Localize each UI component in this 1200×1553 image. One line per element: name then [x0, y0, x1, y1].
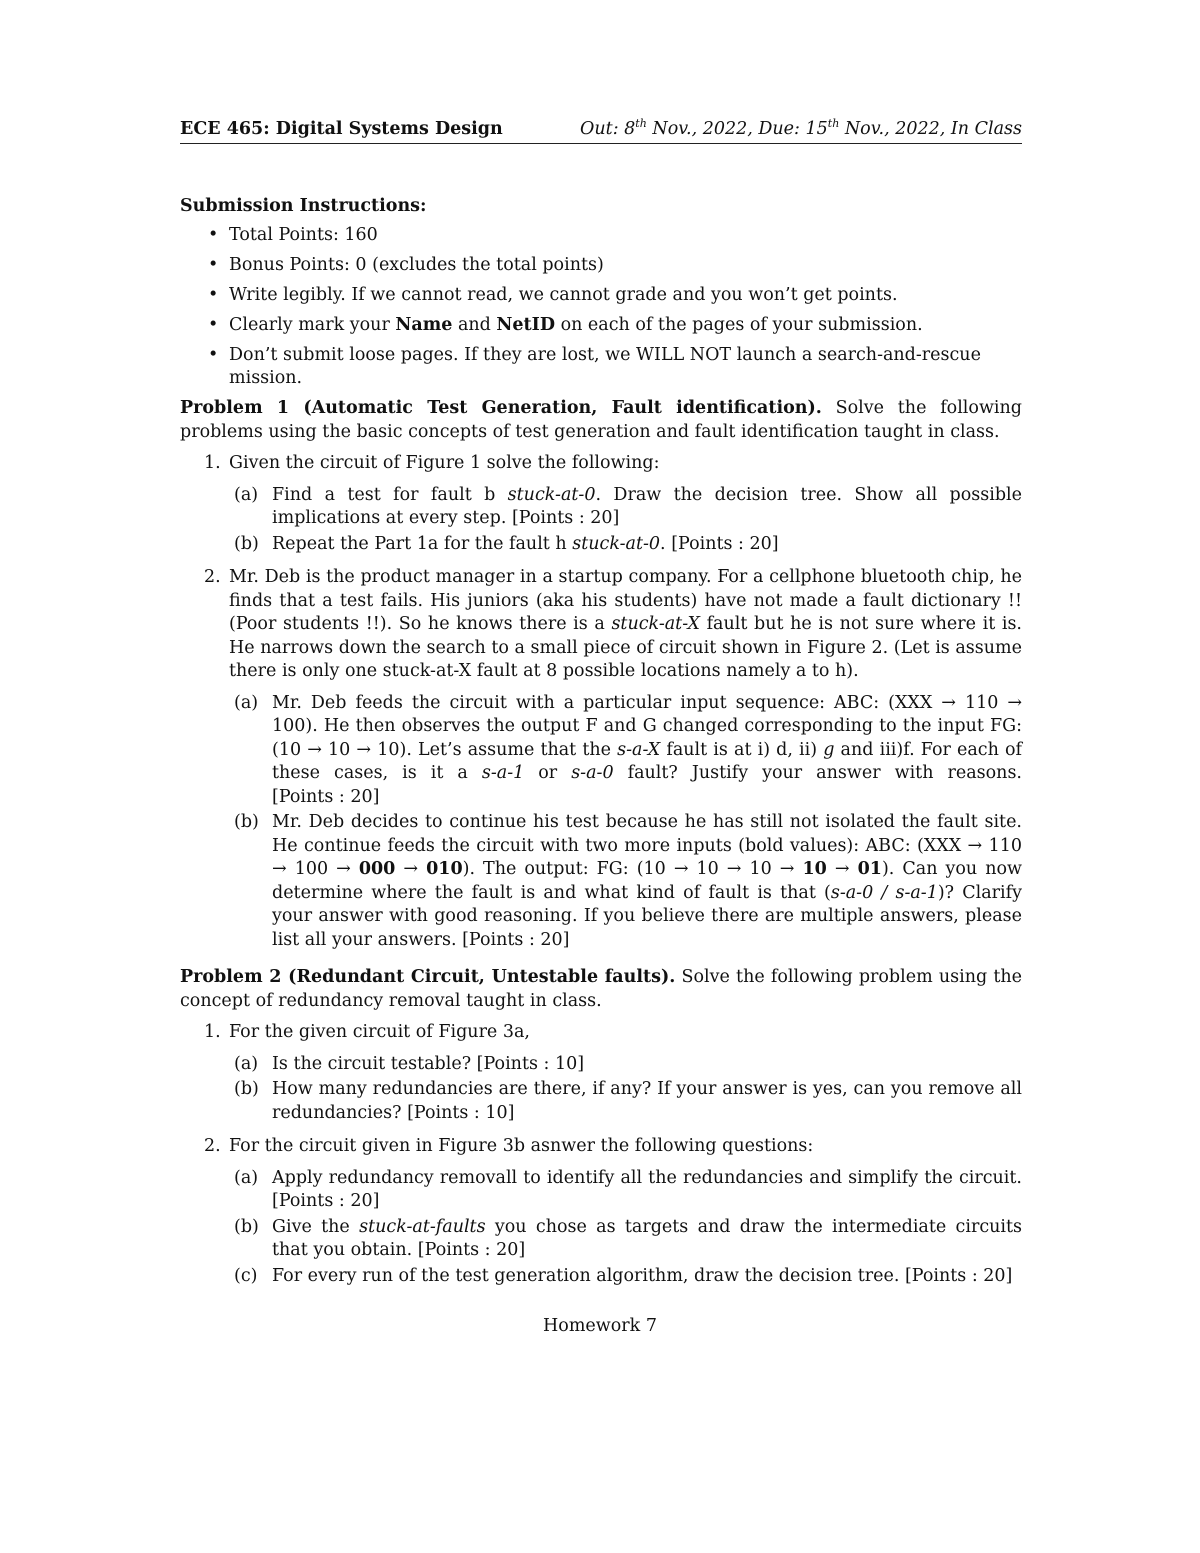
list-item: • Total Points: 160	[180, 224, 1022, 248]
list-item: • Write legibly. If we cannot read, we cannot grade and you won’t get points.	[180, 284, 1022, 308]
question-1: 1. Given the circuit of Figure 1 solve the following: (a) Find a test for fault b stuck-at-0. Draw the decision tree. Show all possible implications at every step. [Points : 20] (b) Repeat the Part 1a for the fault h stuck-at-0. [Points : 20]	[180, 452, 1022, 556]
question-2a: (a) Mr. Deb feeds the circuit with a particular input sequence: ABC: (XXX → 110 → 100). He then observes the output F and G changed corresponding to the input FG:(10 → 10 → 10). Let’s assume that the s-a-X fault is at i) d, ii) g and iii)f. For each of these cases, is it a s-a-1 or s-a-0 fault? Justify your answer with reasons. [Points : 20]	[234, 692, 1022, 807]
problem-2-questions	[180, 1021, 1022, 1288]
problem-2-heading: Problem 2 (Redundant Circuit, Untestable faults). Solve the following problem using the concept of redundancy removal taught in class.	[180, 967, 1022, 1011]
question-2: 2. Mr. Deb is the product manager in a startup company. For a cellphone bluetooth chip, he finds that a test fails. His juniors (aka his students) have not made a fault dictionary !! (Poor students !!). So he knows there is a stuck-at-X fault but he is not sure where it is. He narrows down the search to a small piece of circuit shown in Figure 2. (Let is assume there is only one stuck-at-X fault at 8 possible locations namely a to h). (a) Mr. Deb feeds the circuit with a particular input sequence: ABC: (XXX → 110 → 100). He then observes the output F and G changed corresponding to the input FG:(10 → 10 → 10). Let’s assume that the s-a-X fault is at i) d, ii) g and iii)f. For each of these cases, is it a s-a-1 or s-a-0 fault? Justify your answer with reasons. [Points : 20] (b) Mr. Deb decides to continue his test because he has still not isolated the fault site. He continue feeds the circuit with two more inputs (bold values): ABC: (XXX → 110 → 100 → 000 → 010). The output: FG: (10 → 10 → 10 → 10 → 01). Can you now determine where the fault is and what kind of fault is that (s-a-0 / s-a-1)? Clarify your answer with good reasoning. If you believe there are multiple answers, please list all your answers. [Points : 20]	[180, 566, 1022, 952]
submission-title: Submission Instructions:	[180, 196, 427, 217]
question-2b: (b) Give the stuck-at-faults you chose as targets and draw the intermediate circuits that you obtain. [Points : 20]	[234, 1216, 1022, 1261]
question-2: 2. For the circuit given in Figure 3b asnwer the following questions: (a) Apply redundancy removall to identify all the redundancies and simplify the circuit. [Points : 20] (b) Give the stuck-at-faults you chose as targets and draw the intermediate circuits that you obtain. [Points : 20] (c) For every run of the test generation algorithm, draw the decision tree. [Points : 20]	[180, 1135, 1022, 1288]
course-title: ECE 465: Digital Systems Design	[180, 118, 503, 139]
list-item: • Clearly mark your Name and NetID on each of the pages of your submission.	[180, 314, 1022, 338]
question-2a: (a) Apply redundancy removall to identify all the redundancies and simplify the circuit. [Points : 20]	[234, 1167, 1022, 1212]
question-2c: (c) For every run of the test generation algorithm, draw the decision tree. [Points : 20]	[234, 1265, 1013, 1286]
question-1: 1. For the given circuit of Figure 3a, (a) Is the circuit testable? [Points : 10] (b) How many redundancies are there, if any? If your answer is yes, can you remove all redundancies? [Points : 10]	[180, 1021, 1022, 1125]
date-line: Out: 8th Nov., 2022, Due: 15th Nov., 2022, In Class	[580, 117, 1022, 139]
question-1a: (a) Find a test for fault b stuck-at-0. Draw the decision tree. Show all possible implications at every step. [Points : 20]	[234, 484, 1022, 529]
list-item: • Bonus Points: 0 (excludes the total points)	[180, 254, 1022, 278]
question-1a: (a) Is the circuit testable? [Points : 10]	[234, 1053, 585, 1074]
submission-list	[180, 224, 1022, 391]
question-1b: (b) Repeat the Part 1a for the fault h stuck-at-0. [Points : 20]	[234, 533, 779, 554]
question-1b: (b) How many redundancies are there, if any? If your answer is yes, can you remove all redundancies? [Points : 10]	[234, 1079, 1022, 1123]
problem-1-questions	[180, 452, 1022, 952]
question-2b: (b) Mr. Deb decides to continue his test because he has still not isolated the fault site. He continue feeds the circuit with two more inputs (bold values): ABC: (XXX → 110 → 100 → 000 → 010). The output: FG: (10 → 10 → 10 → 10 → 01). Can you now determine where the fault is and what kind of fault is that (s-a-0 / s-a-1)? Clarify your answer with good reasoning. If you believe there are multiple answers, please list all your answers. [Points : 20]	[234, 812, 1023, 950]
list-item: • Don’t submit loose pages. If they are lost, we WILL NOT launch a search-and-rescue mission.	[180, 344, 1022, 391]
page-header	[180, 112, 1022, 144]
problem-1-heading: Problem 1 (Automatic Test Generation, Fault identification). Solve the following problems using the basic concepts of test generation and fault identification taught in class.	[180, 398, 1022, 442]
page-footer: Homework 7	[543, 1316, 657, 1336]
document-page	[180, 112, 1022, 1298]
